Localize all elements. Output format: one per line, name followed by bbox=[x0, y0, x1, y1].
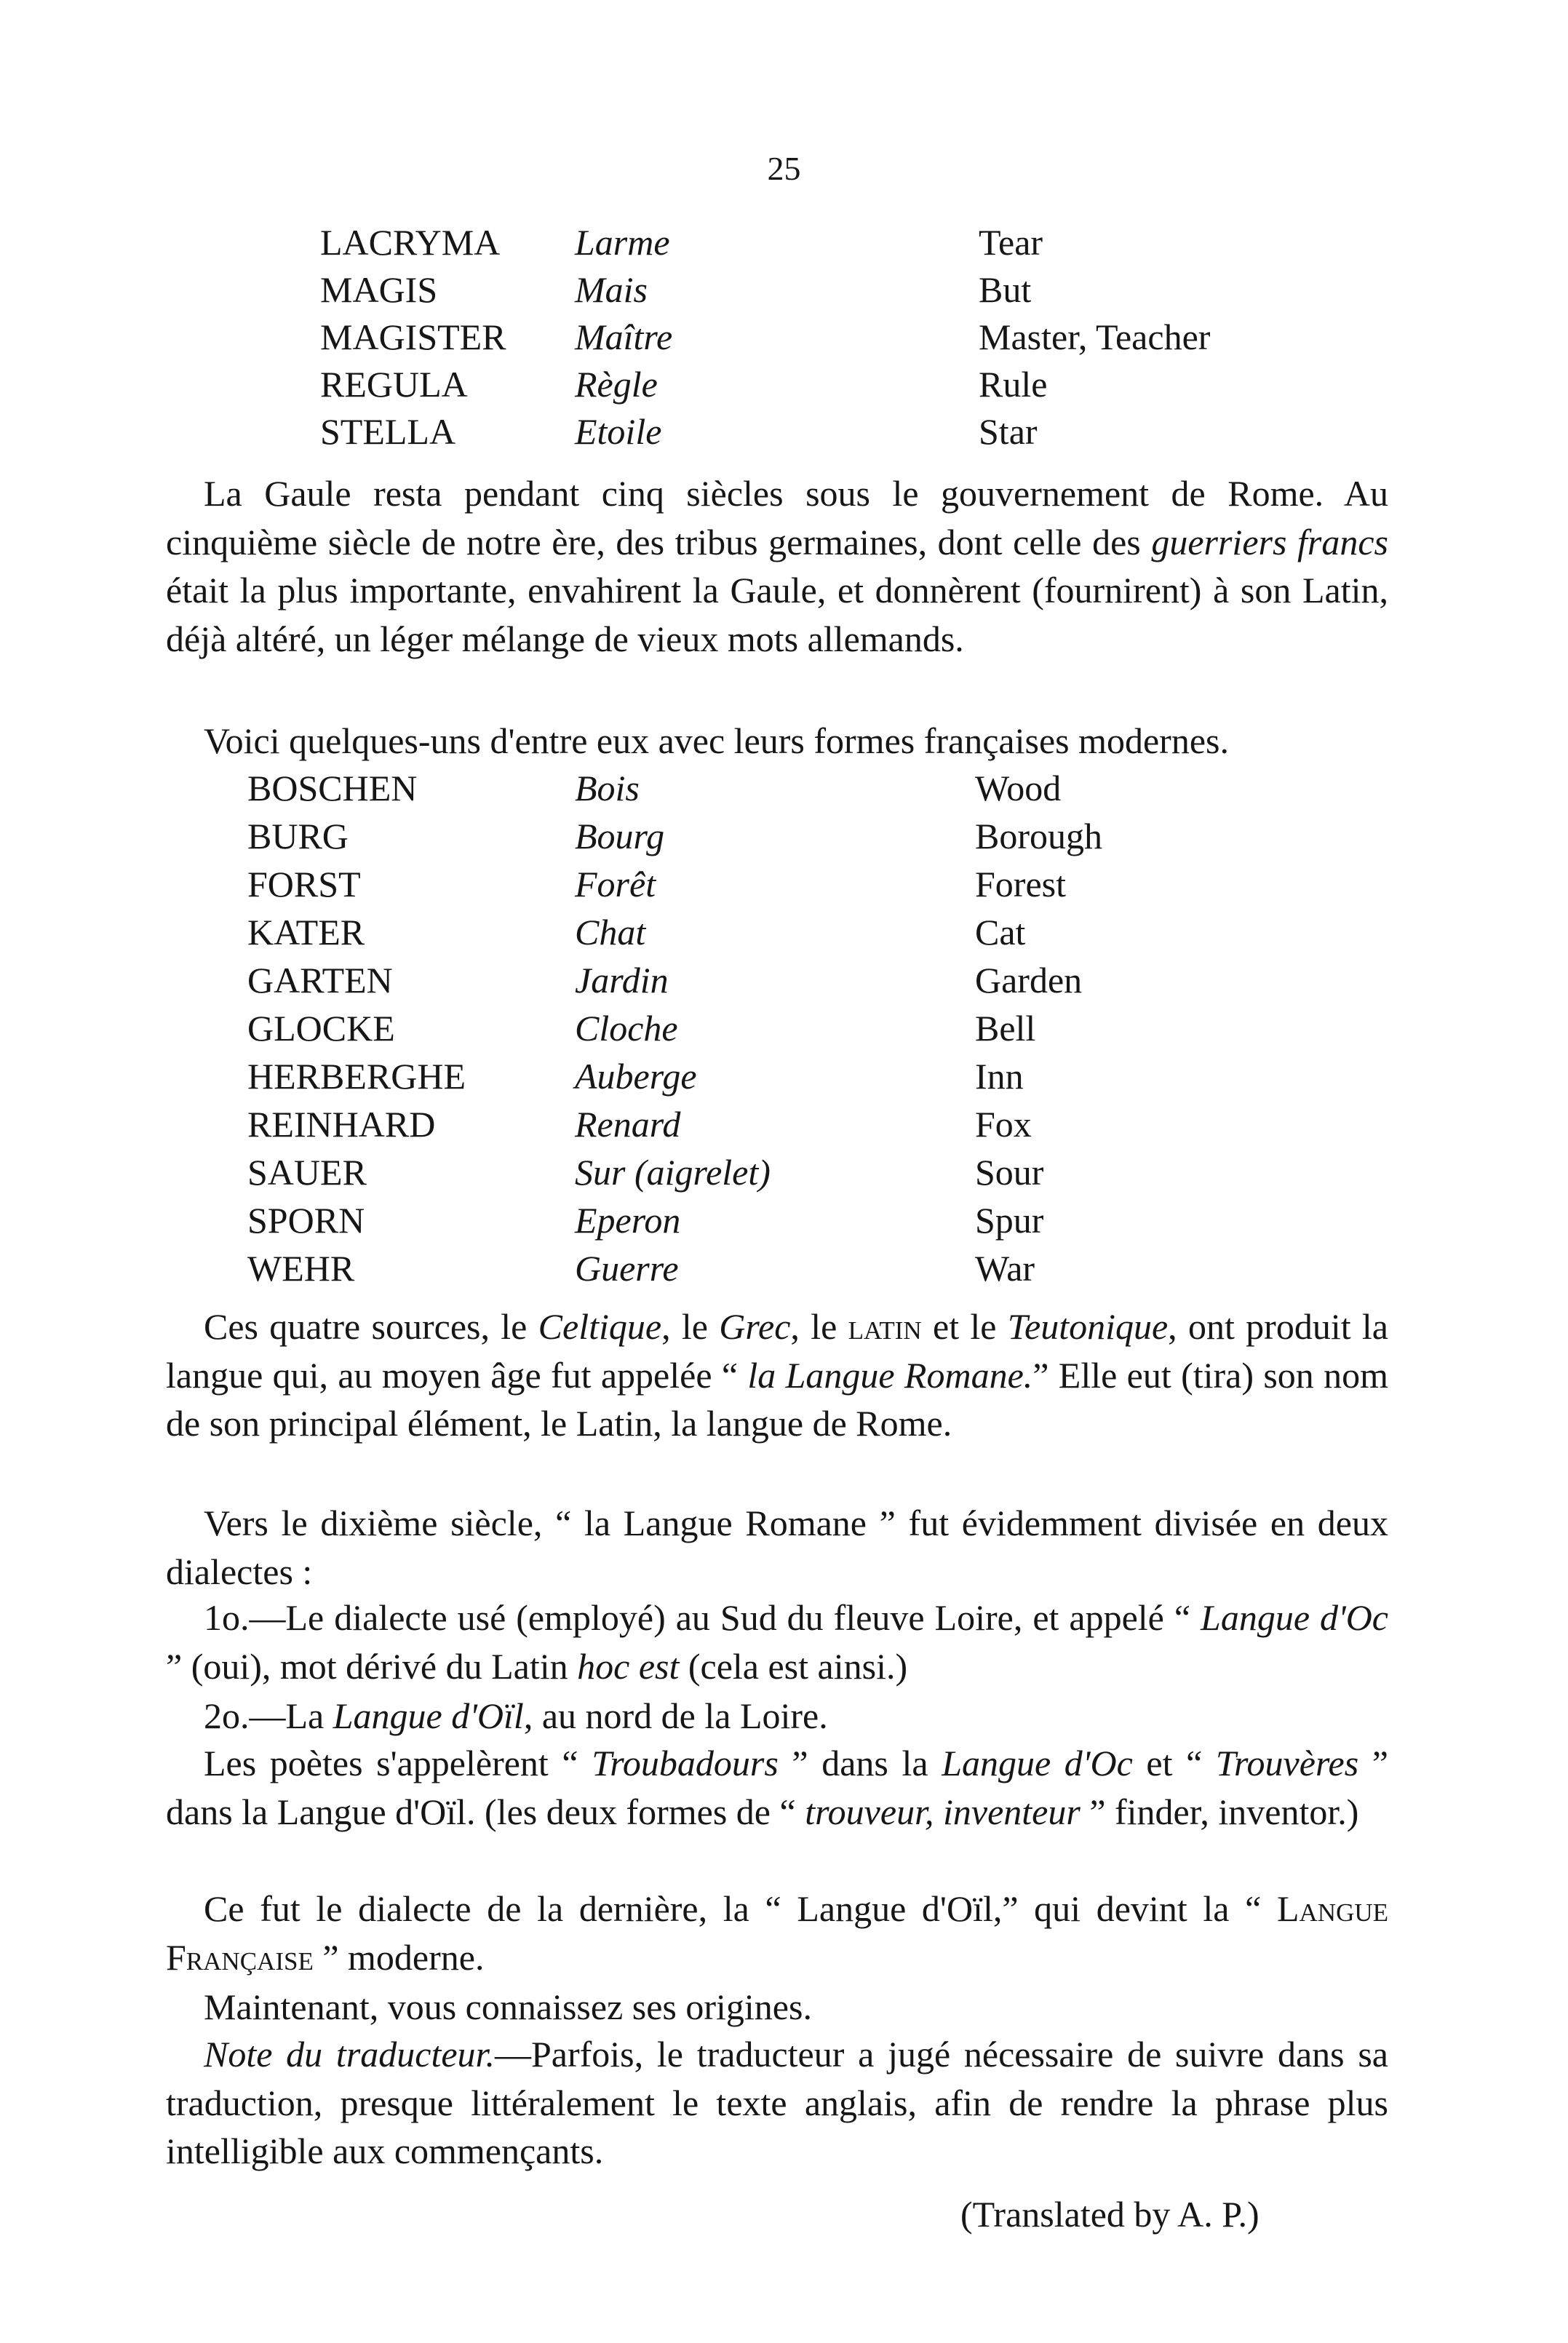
note-label: Note du traducteur. bbox=[204, 2034, 495, 2075]
french-word: Jardin bbox=[575, 960, 669, 1001]
table-row bbox=[0, 812, 1568, 860]
paragraph-voici: Voici quelques-uns d'entre eux avec leurs formes françaises modernes. bbox=[204, 720, 1229, 761]
paragraph-dixieme: Vers le dixième siècle, “ la Langue Romane ” fut évidemment divisée en deux dialectes : bbox=[166, 1503, 1388, 1592]
english-word: Spur bbox=[975, 1200, 1044, 1241]
english-word: But bbox=[979, 269, 1032, 310]
latin-word: REINHARD bbox=[247, 1104, 436, 1145]
english-word: Inn bbox=[975, 1056, 1024, 1097]
latin-word: BOSCHEN bbox=[247, 768, 418, 808]
paragraph-note: Note du traducteur.—Parfois, le traducteur a jugé nécessaire de suivre dans sa traduction, presque littéralement le texte anglais, afin de rendre la phrase plus intelligible aux commençants. bbox=[166, 2034, 1388, 2171]
latin-word: GARTEN bbox=[247, 960, 393, 1001]
french-word: Guerre bbox=[575, 1248, 679, 1289]
latin-word: STELLA bbox=[320, 411, 456, 452]
latin-word: MAGIS bbox=[320, 269, 438, 310]
english-word: Fox bbox=[975, 1104, 1032, 1145]
french-word: Règle bbox=[575, 364, 658, 405]
latin-word: REGULA bbox=[320, 364, 468, 405]
french-word: Bois bbox=[575, 768, 640, 808]
english-word: Bell bbox=[975, 1008, 1036, 1049]
english-word: Tear bbox=[979, 222, 1043, 263]
french-word: Bourg bbox=[575, 816, 665, 856]
english-word: Rule bbox=[979, 364, 1048, 405]
french-word: Renard bbox=[575, 1104, 681, 1145]
latin-word: SPORN bbox=[247, 1200, 365, 1241]
table-row bbox=[0, 407, 1568, 456]
paragraph-maintenant: Maintenant, vous connaissez ses origines. bbox=[204, 1986, 812, 2027]
french-word: Forêt bbox=[575, 864, 656, 904]
paragraph-sources: Ces quatre sources, le Celtique, le Grec, le latin et le Teutonique, ont produit la langue qui, au moyen âge fut appelée “ la Langue Romane.” Elle eut (tira) son nom de son principal élément, le Latin, la langue de Rome. bbox=[166, 1306, 1389, 1444]
page-number: 25 bbox=[767, 150, 801, 187]
french-word: Sur (aigrelet) bbox=[575, 1152, 771, 1193]
french-word: Cloche bbox=[575, 1008, 678, 1049]
french-word: Mais bbox=[575, 269, 648, 310]
table-row bbox=[0, 1244, 1568, 1292]
latin-word: FORST bbox=[247, 864, 361, 904]
paragraph-gaule: La Gaule resta pendant cinq siècles sous le gouvernement de Rome. Au cinquième siècle de notre ère, des tribus germaines, dont celle des guerriers francs était la plus importante, envahirent la Gaule, et donnèrent (fournirent) à son Latin, déjà altéré, un léger mélange de vieux mots allemands. bbox=[166, 473, 1388, 659]
english-word: Borough bbox=[975, 816, 1102, 856]
latin-word: GLOCKE bbox=[247, 1008, 395, 1049]
table-row bbox=[0, 1196, 1568, 1244]
table-row bbox=[0, 1004, 1568, 1052]
english-word: Cat bbox=[975, 912, 1026, 952]
latin-word: SAUER bbox=[247, 1152, 367, 1193]
english-word: Garden bbox=[975, 960, 1083, 1001]
table-row bbox=[0, 908, 1568, 956]
english-word: Forest bbox=[975, 864, 1066, 904]
italic-term: guerriers francs bbox=[1151, 521, 1388, 562]
table-row bbox=[0, 1100, 1568, 1148]
paragraph-langue-oc: 1o.—Le dialecte usé (employé) au Sud du fleuve Loire, et appelé “ Langue d'Oc ” (oui), mot dérivé du Latin hoc est (cela est ainsi.) bbox=[166, 1597, 1388, 1687]
latin-word: BURG bbox=[247, 816, 349, 856]
table-row bbox=[0, 360, 1568, 408]
paragraph-langue-oil: 2o.—La Langue d'Oïl, au nord de la Loire. bbox=[204, 1695, 828, 1736]
french-word: Chat bbox=[575, 912, 646, 952]
french-word: Larme bbox=[575, 222, 670, 263]
latin-word: MAGISTER bbox=[320, 317, 506, 357]
table-row bbox=[0, 1148, 1568, 1196]
latin-word: HERBERGHE bbox=[247, 1056, 466, 1097]
english-word: Wood bbox=[975, 768, 1062, 808]
latin-word: WEHR bbox=[247, 1248, 355, 1289]
latin-word: KATER bbox=[247, 912, 365, 952]
table-row bbox=[0, 218, 1568, 266]
table-row bbox=[0, 266, 1568, 314]
french-word: Maître bbox=[575, 317, 673, 357]
french-word: Eperon bbox=[575, 1200, 681, 1241]
translator-credit: (Translated by A. P.) bbox=[960, 2194, 1259, 2235]
table-row bbox=[0, 1052, 1568, 1100]
french-word: Etoile bbox=[575, 411, 662, 452]
paragraph-dialecte: Ce fut le dialecte de la dernière, la “ Langue d'Oïl,” qui devint la “ Langue Française ” moderne. bbox=[166, 1888, 1388, 1978]
table-row bbox=[0, 860, 1568, 908]
english-word: Sour bbox=[975, 1152, 1044, 1193]
latin-word: LACRYMA bbox=[320, 222, 501, 263]
english-word: War bbox=[975, 1248, 1035, 1289]
french-word: Auberge bbox=[575, 1056, 697, 1097]
table-row bbox=[0, 764, 1568, 812]
paragraph-poetes: Les poètes s'appelèrent “ Troubadours ” dans la Langue d'Oc et “ Trouvères ” dans la Langue d'Oïl. (les deux formes de “ trouveur, inventeur ” finder, inventor.) bbox=[166, 1743, 1389, 1832]
english-word: Master, Teacher bbox=[979, 317, 1211, 357]
table-row bbox=[0, 313, 1568, 361]
english-word: Star bbox=[979, 411, 1038, 452]
table-row bbox=[0, 956, 1568, 1004]
